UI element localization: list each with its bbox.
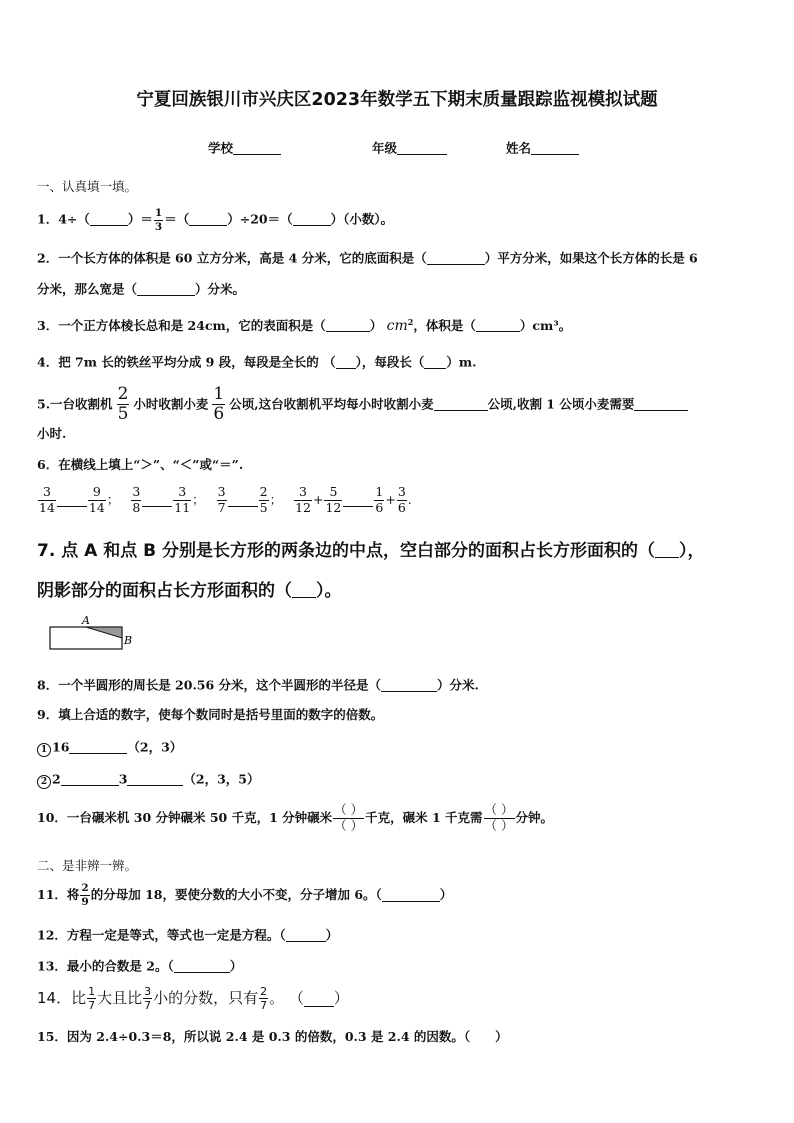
question-8: 8．一个半圆形的周长是 20.56 分米，这个半圆形的半径是（ ）分米. bbox=[37, 677, 479, 693]
school-field bbox=[208, 141, 281, 155]
q2-blank-1[interactable] bbox=[427, 251, 485, 265]
point-b-label: B bbox=[124, 634, 133, 647]
question-9: 9．填上合适的数字，使每个数同时是括号里面的数字的倍数。 bbox=[37, 707, 384, 722]
grade-blank[interactable] bbox=[397, 141, 447, 155]
question-6: 6．在横线上填上“＞”、“＜”或“＝”. bbox=[37, 457, 244, 472]
q1-fraction: $\frac{1}{3}$ bbox=[154, 207, 163, 233]
q13-blank[interactable] bbox=[174, 959, 230, 973]
school-blank[interactable] bbox=[233, 141, 281, 155]
grade-field bbox=[372, 141, 447, 155]
question-11: 11．将 $\frac{2}{9}$ 的分母加 18，要使分数的大小不变，分子增加 6。（ ） bbox=[37, 882, 453, 908]
q1-blank-3[interactable] bbox=[293, 212, 331, 226]
name-label: 姓名 bbox=[506, 140, 532, 156]
q5-blank-2[interactable] bbox=[634, 398, 688, 412]
q9-blank-2[interactable] bbox=[61, 772, 119, 786]
q14-fraction-3: $\frac{2}{7}$ bbox=[260, 985, 268, 1012]
school-label: 学校 bbox=[208, 140, 234, 156]
q5-fraction-1: $\frac{2}{5}$ bbox=[117, 384, 129, 424]
question-14: 14．比 $\frac{1}{7}$ 大且比 $\frac{3}{7}$ 小的分数，只有 $\frac{2}{7}$ 。 （ ） bbox=[37, 985, 349, 1012]
q7-blank-2[interactable] bbox=[292, 580, 316, 598]
q6-frac-4d: $\frac{3}{6}$ bbox=[397, 484, 406, 515]
q6-blank-2[interactable] bbox=[142, 493, 172, 507]
question-2-line-1: 2．一个长方体的体积是 60 立方分米，高是 4 分米，它的底面积是（ ）平方分米，如果这个长方体的长是 6 bbox=[37, 250, 698, 266]
q12-blank[interactable] bbox=[286, 928, 326, 942]
circled-number-1: 1 bbox=[37, 743, 51, 757]
q7-blank-1[interactable] bbox=[655, 540, 679, 558]
question-5-line-1: 5.一台收割机 $\frac{2}{5}$ 小时收割小麦 $\frac{1}{6}$ 公顷,这台收割机平均每小时收割小麦 公顷,收割 1 公顷小麦需要 bbox=[37, 386, 688, 423]
q6-frac-3b: $\frac{2}{5}$ bbox=[259, 484, 268, 515]
section-2-heading: 二、是非辨一辨。 bbox=[37, 858, 138, 873]
question-12: 12．方程一定是等式，等式也一定是方程。（ ） bbox=[37, 927, 339, 943]
q10-fraction-1[interactable]: $\frac{( )}{( )}$ bbox=[334, 802, 364, 833]
page-title: 宁夏回族银川市兴庆区2023年数学五下期末质量跟踪监视模拟试题 bbox=[136, 90, 658, 110]
q6-frac-1a: $\frac{3}{14}$ bbox=[39, 484, 55, 515]
question-4: 4．把 7m 长的铁丝平均分成 9 段，每段是全长的 （ ），每段长（ ）m. bbox=[37, 354, 477, 370]
question-9-part-1: 1 16 （2，3） bbox=[37, 740, 182, 757]
question-13: 13．最小的合数是 2。（ ） bbox=[37, 958, 243, 974]
q14-blank[interactable] bbox=[304, 991, 334, 1007]
question-9-part-2: 2 2 3 （2，3，5） bbox=[37, 772, 260, 789]
question-5-line-2: 小时. bbox=[37, 426, 67, 441]
question-1: 1．4÷（ ）＝ $\frac{1}{3}$ ＝（ ）÷20＝（ ）（小数）。 bbox=[37, 207, 394, 233]
q6-blank-1[interactable] bbox=[57, 493, 87, 507]
question-7-line-1: 7. 点 A 和点 B 分别是长方形的两条边的中点，空白部分的面积占长方形面积的（ ）， bbox=[37, 541, 705, 561]
question-3: 3．一个正方体棱长总和是 24cm，它的表面积是（ ） $cm^2$，体积是（ ）cm³。 bbox=[37, 317, 572, 335]
q6-frac-2a: $\frac{3}{8}$ bbox=[132, 484, 141, 515]
q6-blank-3[interactable] bbox=[228, 493, 258, 507]
q6-frac-4b: $\frac{5}{12}$ bbox=[325, 484, 342, 515]
q5-fraction-2: $\frac{1}{6}$ bbox=[213, 384, 225, 424]
question-10: 10．一台碾米机 30 分钟碾米 50 千克，1 分钟碾米 $\frac{( )}{( )}$ 千克，碾米 1 千克需 $\frac{( )}{( )}$ 分钟。 bbox=[37, 802, 554, 833]
q6-blank-4[interactable] bbox=[343, 493, 373, 507]
name-field bbox=[506, 141, 579, 155]
point-a-label: A bbox=[82, 614, 90, 627]
question-7-line-2: 阴影部分的面积占长方形面积的（ ）。 bbox=[37, 581, 342, 601]
question-15: 15．因为 2.4÷0.3＝8，所以说 2.4 是 0.3 的倍数，0.3 是 2.4 的因数。（ ） bbox=[37, 1029, 508, 1044]
q3-blank-1[interactable] bbox=[326, 319, 370, 333]
q6-frac-3a: $\frac{3}{7}$ bbox=[217, 484, 226, 515]
q11-fraction: $\frac{2}{9}$ bbox=[81, 882, 89, 908]
section-1-heading: 一、认真填一填。 bbox=[37, 179, 138, 194]
q9-blank-3[interactable] bbox=[127, 772, 183, 786]
q9-blank-1[interactable] bbox=[69, 740, 127, 754]
q6-frac-2b: $\frac{3}{11}$ bbox=[174, 484, 191, 515]
question-6-comparisons: $\frac{3}{14}$ $\frac{9}{14}$ ； $\frac{3}{8}$ $\frac{3}{11}$ ； $\frac{3}{7}$ $\frac{2}{5}$ ； $\frac{3}{12}$ + $\frac{5}{12}$ $\frac{1}{6}$ + $\frac{3}{6}$ . bbox=[39, 484, 412, 515]
q5-blank-1[interactable] bbox=[434, 398, 488, 412]
q4-blank-2[interactable] bbox=[424, 355, 446, 369]
name-blank[interactable] bbox=[531, 141, 579, 155]
circled-number-2: 2 bbox=[37, 775, 51, 789]
q6-frac-1b: $\frac{9}{14}$ bbox=[88, 484, 105, 515]
q6-frac-4a: $\frac{3}{12}$ bbox=[295, 484, 311, 515]
q8-blank[interactable] bbox=[381, 678, 437, 692]
q2-blank-2[interactable] bbox=[137, 282, 195, 296]
q11-blank[interactable] bbox=[382, 888, 440, 902]
rectangle-diagram bbox=[44, 612, 144, 654]
q3-blank-2[interactable] bbox=[476, 319, 520, 333]
question-2-line-2: 分米，那么宽是（ ）分米。 bbox=[37, 281, 246, 297]
q14-fraction-1: $\frac{1}{7}$ bbox=[88, 985, 96, 1012]
q4-blank-1[interactable] bbox=[336, 355, 356, 369]
q1-blank-2[interactable] bbox=[189, 212, 227, 226]
q6-frac-4c: $\frac{1}{6}$ bbox=[375, 484, 384, 515]
q10-fraction-2[interactable]: $\frac{( )}{( )}$ bbox=[484, 802, 514, 833]
q1-blank-1[interactable] bbox=[90, 212, 128, 226]
grade-label: 年级 bbox=[372, 140, 398, 156]
q14-fraction-2: $\frac{3}{7}$ bbox=[144, 985, 152, 1012]
